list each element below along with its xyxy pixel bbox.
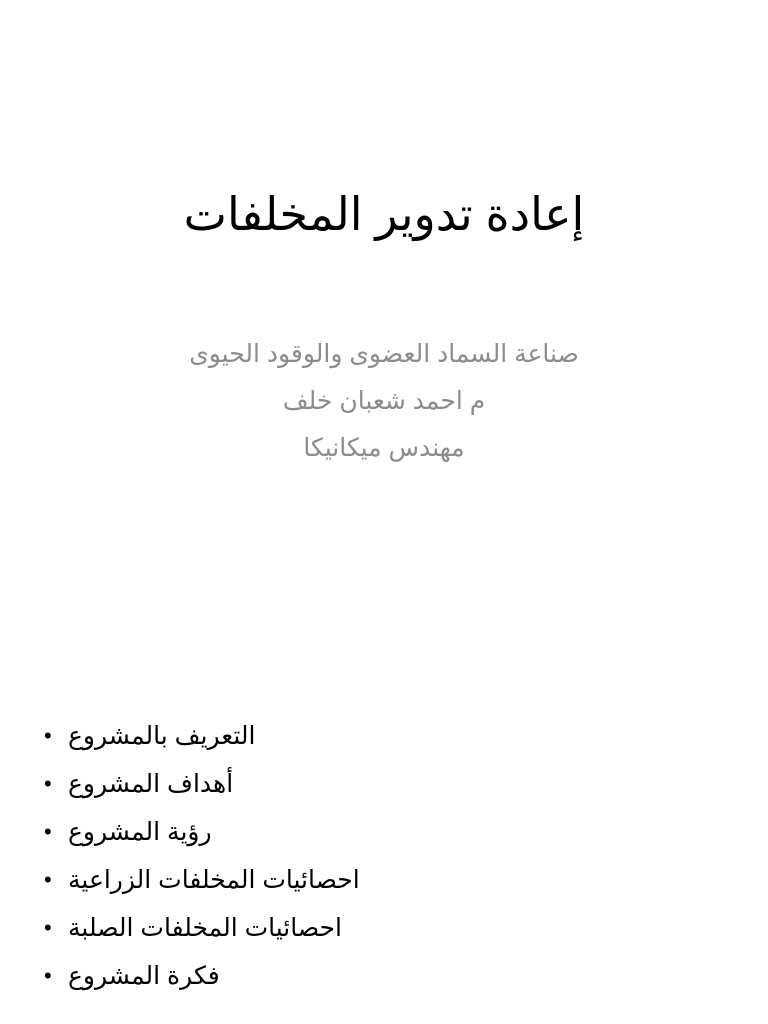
bullet-text: أهداف المشروع (68, 770, 234, 798)
bullet-text: احصائيات المخلفات الزراعية (68, 866, 360, 894)
bullet-marker-icon: • (44, 915, 52, 940)
bullet-item (44, 808, 524, 856)
subtitle-line-topic: صناعة السماد العضوى والوقود الحيوى (189, 340, 579, 368)
slide-title: إعادة تدوير المخلفات (183, 188, 585, 240)
subtitle-line-author: م احمد شعبان خلف (282, 387, 486, 415)
bullet-item (44, 760, 524, 808)
bullet-marker-icon: • (44, 771, 52, 796)
bullet-marker-icon: • (44, 963, 52, 988)
outline-bullet-list (44, 712, 524, 1000)
subtitle-block (0, 331, 768, 472)
bullet-marker-icon: • (44, 723, 52, 748)
bullet-marker-icon: • (44, 819, 52, 844)
bullet-item (44, 712, 524, 760)
bullet-item (44, 952, 524, 1000)
bullet-text: التعريف بالمشروع (68, 722, 256, 750)
subtitle-line-role: مهندس ميكانيكا (303, 434, 465, 462)
bullet-marker-icon: • (44, 867, 52, 892)
bullet-text: رؤية المشروع (68, 818, 212, 846)
bullet-text: فكرة المشروع (68, 962, 220, 990)
bullet-item (44, 904, 524, 952)
bullet-text: احصائيات المخلفات الصلبة (68, 914, 342, 942)
bullet-item (44, 856, 524, 904)
